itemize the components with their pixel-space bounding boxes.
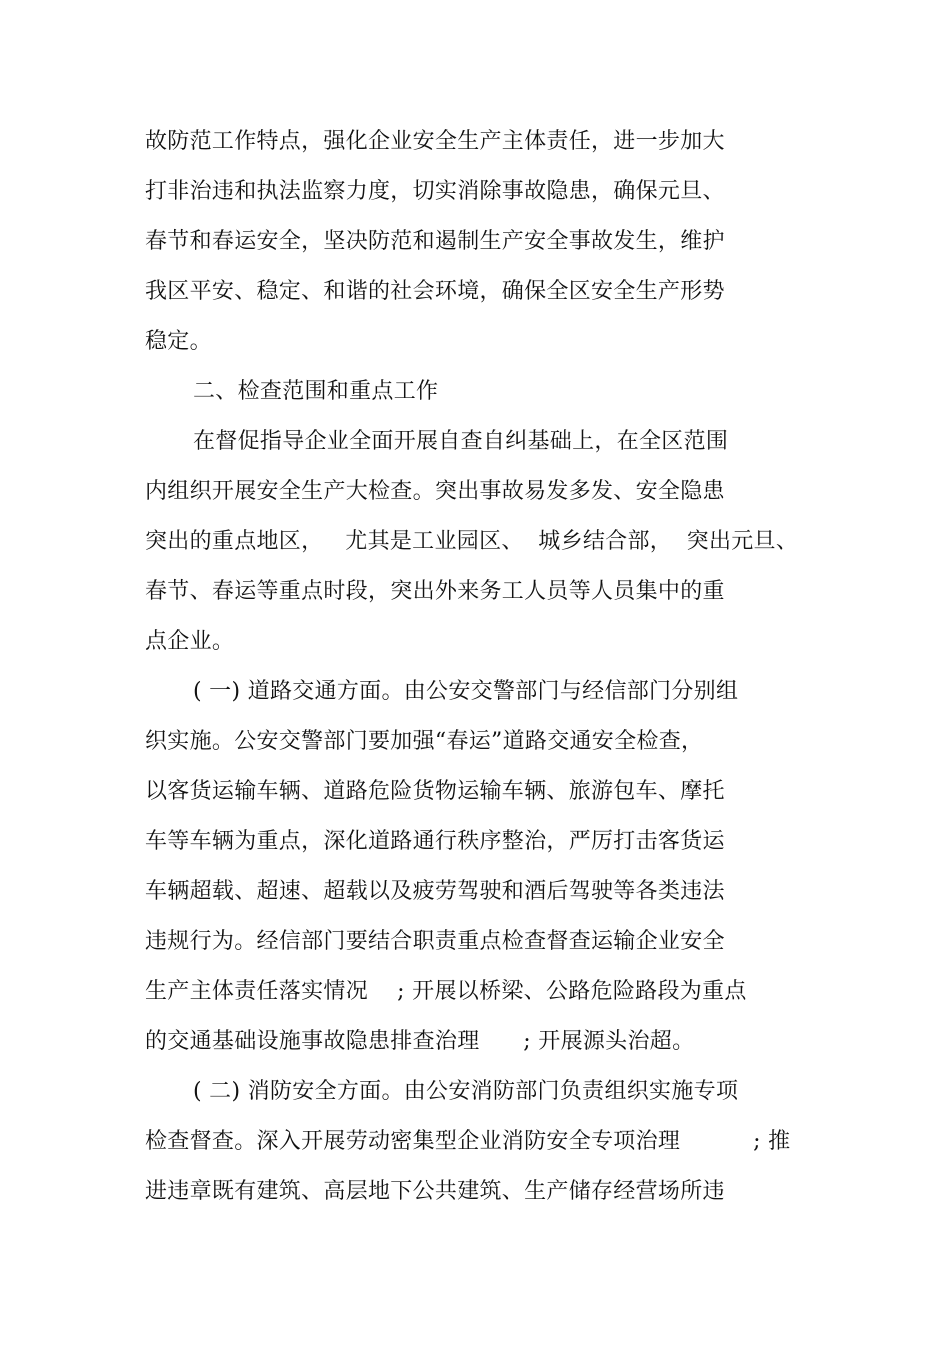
text-line: 点企业。: [145, 629, 235, 654]
text-line: 打非治违和执法监察力度，切实消除事故隐患，确保元旦、: [145, 179, 725, 204]
text-line: 的交通基础设施事故隐患排查治理 ; 开展源头治超。: [145, 1029, 695, 1054]
section-heading: 二、检查范围和重点工作: [193, 379, 439, 404]
text-line: 车等车辆为重点，深化道路通行秩序整治，严厉打击客货运: [145, 829, 725, 854]
text-line: 内组织开展安全生产大检查。突出事故易发多发、安全隐患: [145, 479, 725, 504]
text-line: 织实施。公安交警部门要加强“春运”道路交通安全检查，: [145, 729, 704, 754]
text-line: 突出的重点地区， 尤其是工业园区、 城乡结合部， 突出元旦、: [145, 529, 799, 554]
text-line: 车辆超载、超速、超载以及疲劳驾驶和酒后驾驶等各类违法: [145, 879, 725, 904]
text-line: ( 二) 消防安全方面。由公安消防部门负责组织实施专项: [193, 1079, 739, 1104]
text-line: 生产主体责任落实情况 ; 开展以桥梁、公路危险路段为重点: [145, 979, 747, 1004]
text-line: 我区平安、稳定、和谐的社会环境，确保全区安全生产形势: [145, 279, 725, 304]
text-line: 违规行为。经信部门要结合职责重点检查督查运输企业安全: [145, 929, 725, 954]
text-line: 以客货运输车辆、道路危险货物运输车辆、旅游包车、摩托: [145, 779, 725, 804]
text-line: 春节和春运安全，坚决防范和遏制生产安全事故发生，维护: [145, 229, 725, 254]
text-line: ( 一) 道路交通方面。由公安交警部门与经信部门分别组: [193, 679, 739, 704]
text-line: 检查督查。深入开展劳动密集型企业消防安全专项治理 ; 推: [145, 1129, 791, 1154]
text-line: 稳定。: [145, 329, 212, 354]
text-line: 春节、春运等重点时段，突出外来务工人员等人员集中的重: [145, 579, 725, 604]
text-line: 故防范工作特点，强化企业安全生产主体责任，进一步加大: [145, 129, 725, 154]
text-line: 在督促指导企业全面开展自查自纠基础上，在全区范围: [193, 429, 729, 454]
text-line: 进违章既有建筑、高层地下公共建筑、生产储存经营场所违: [145, 1179, 725, 1204]
